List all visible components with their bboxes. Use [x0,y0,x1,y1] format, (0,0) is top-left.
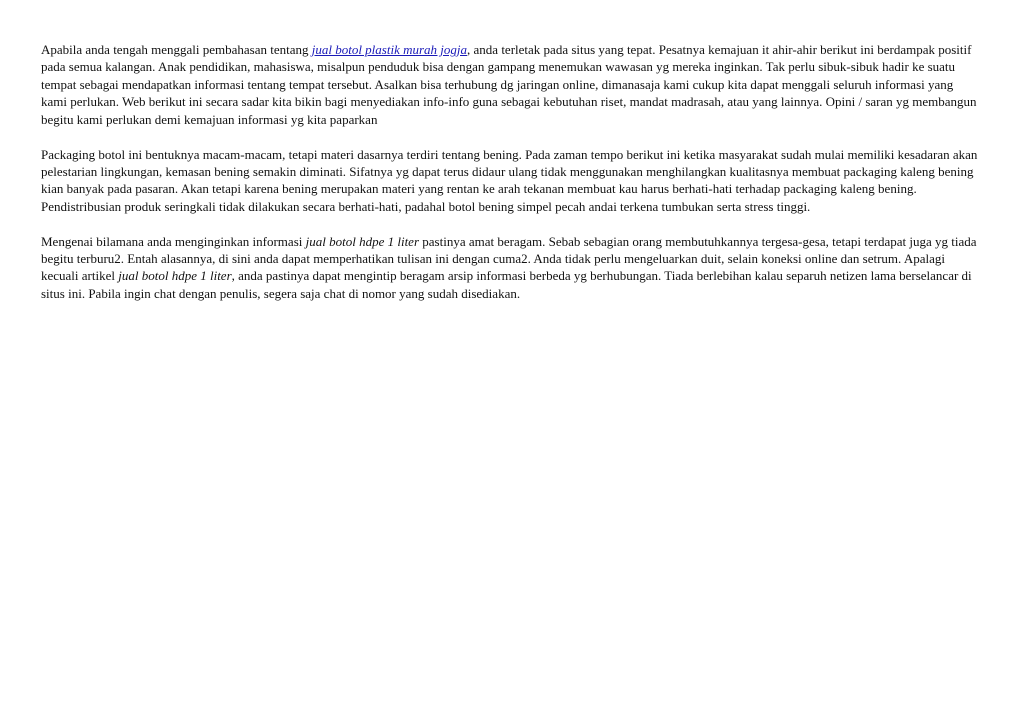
document-body [41,41,981,320]
intro-text-after: , anda terletak pada situs yang tepat. Pesatnya kemajuan it ahir-ahir berikut ini berdampak positif pada semua kalangan. Anak pendidikan, mahasiswa, misalpun penduduk bisa dengan gampang menemukan wawasan yg mereka inginkan. Tak perlu sibuk-sibuk hadir ke suatu tempat sebagai mendapatkan informasi tentang tempat tersebut. Asalkan bisa terhubung dg jaringan online, dimanasaja kami cukup kita dapat menggali seluruh informasi yang kami perlukan. Web berikut ini secara sadar kita bikin bagi menyediakan info-info guna sebagai kebutuhan riset, mandat madrasah, atau yang lainnya. Opini / saran yg membangun begitu kami perlukan demi kemajuan informasi yg kita paparkan [41,42,977,127]
informasi-text-part3: , anda pastinya dapat mengintip beragam arsip informasi berbeda yg berhubungan. Tiada berlebihan kalau separuh netizen lama berselancar di situs ini. Pabila ingin chat dengan penulis, segera saja chat di nomor yang sudah disediakan. [41,268,972,301]
paragraph-packaging [41,146,981,216]
informasi-text-part1: Mengenai bilamana anda menginginkan informasi [41,233,306,249]
intro-text-before: Apabila anda tengah menggali pembahasan tentang [41,42,312,57]
keyword-emphasis-1: jual botol hdpe 1 liter [305,233,420,249]
paragraph-intro [41,41,981,128]
informasi-text-part2: pastinya amat beragam. Sebab sebagian orang membutuhkannya tergesa-gesa, tetapi terdapat juga yg tiada begitu terburu2. Entah alasannya, di sini anda dapat memperhatikan tulisan ini dengan cuma2. Anda tidak perlu mengeluarkan duit, selain koneksi online dan setrum. Apalagi kecuali artikel [41,233,977,284]
keyword-emphasis-2: jual botol hdpe 1 liter [118,268,232,284]
paragraph-informasi [41,233,981,303]
link-jual-botol-plastik-murah-jogja[interactable]: jual botol plastik murah jogja [311,42,468,57]
packaging-text: Packaging botol ini bentuknya macam-macam, tetapi materi dasarnya terdiri tentang bening. Pada zaman tempo berikut ini ketika masyarakat sudah mulai memiliki kesadaran akan pelestarian lingkungan, kemasan bening semakin diminati. Sifatnya yg dapat terus didaur ulang tidak menggunakan menghilangkan kualitasnya membuat packaging kaleng bening kian banyak pada pasaran. Akan tetapi karena bening merupakan materi yang rentan ke arah tekanan membuat kau harus berhati-hati terhadap packaging kaleng bening. Pendistribusian produk seringkali tidak dilakukan secara berhati-hati, padahal botol bening simpel pecah andai terkena tumbukan serta stress tinggi. [41,146,978,214]
